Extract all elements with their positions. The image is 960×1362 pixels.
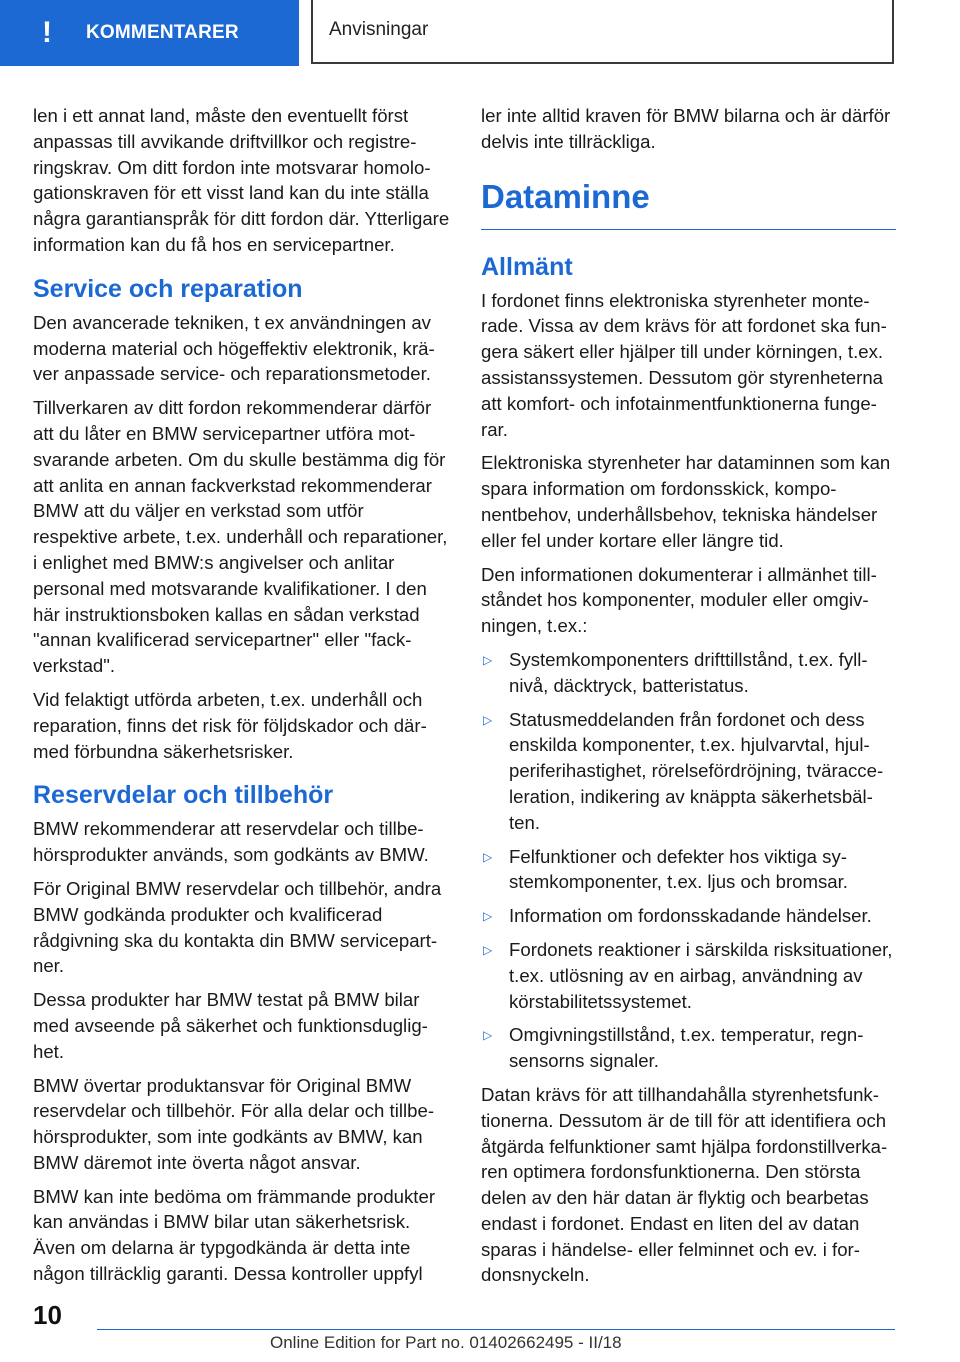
- list-item-text: Information om fordonsskadande händelser.: [509, 905, 872, 927]
- list-item-text: Omgivningstillstånd, t.ex. temperatur, regnsensorns signaler.: [509, 1024, 864, 1072]
- triangle-bullet-icon: ▷: [483, 849, 493, 864]
- list-item: [481, 1022, 896, 1074]
- paragraph: Den informationen dokumenterar i allmänhet tillståndet hos komponenter, moduler eller omgivningen, t.ex.:: [481, 563, 877, 637]
- paragraph: Elektroniska styrenheter har dataminnen som kan spara information om fordonsskick, komponentbehov, underhållsbehov, tekniska händelser eller fel under kortare eller längre tid.: [481, 452, 891, 551]
- bullet-list: [481, 647, 896, 1074]
- paragraph: BMW kan inte bedöma om främmande produkter kan användas i BMW bilar utan säkerhetsrisk. Även om delarna är typgodkända är detta inte någon tillräcklig garanti. Dessa kontroller uppfyl: [33, 1185, 436, 1285]
- section-tab: [0, 0, 299, 66]
- page-number: 10: [33, 1300, 62, 1330]
- list-item: [481, 707, 896, 836]
- section-label: KOMMENTARER: [86, 22, 239, 43]
- footer-divider: [97, 1329, 895, 1330]
- paragraph: BMW övertar produktansvar för Original BMW reservdelar och tillbehör. För alla delar och tillbehörsprodukter, som inte godkänts av BMW, kan BMW däremot inte överta något ansvar.: [33, 1074, 435, 1173]
- list-item-text: Statusmeddelanden från fordonet och dess enskilda komponenter, t.ex. hjulvarvtal, hjulperiferihastighet, rörelsefördröjning, tväracceleration, indikering av knäppta säkerhetsbälten.: [509, 708, 884, 833]
- paragraph: För Original BMW reservdelar och tillbehör, andra BMW godkända produkter och kvalificerad rådgivning ska du kontakta din BMW servicepartner.: [33, 877, 442, 977]
- triangle-bullet-icon: ▷: [483, 652, 493, 667]
- heading-dataminne: Dataminne: [481, 177, 896, 230]
- right-column: [481, 103, 896, 1296]
- list-item: [481, 937, 896, 1014]
- paragraph: Den avancerade tekniken, t ex användningen av moderna material och högeffektiv elektronik, kräver anpassade service- och reparationsmetoder.: [33, 311, 435, 385]
- paragraph: Dessa produkter har BMW testat på BMW bilar med avseende på säkerhet och funktionsduglighet.: [33, 989, 428, 1062]
- paragraph: Tillverkaren av ditt fordon rekommenderar därför att du låter en BMW servicepartner utföra motsvarande arbeten. Om du skulle bestämma dig för att anlita en annan fackverkstad rekommenderar BMW att du väljer en verkstad som utför respektive arbete, t.ex. underhåll och reparationer, i enlighet med BMW:s angivelser och anlitar personal med motsvarande kvalifikationer. I den här instruktionsboken kallas en sådan verkstad "annan kvalificerad servicepartner" eller "fackverkstad".: [33, 397, 448, 677]
- exclamation-icon: !: [42, 16, 52, 49]
- list-item: [481, 844, 896, 896]
- paragraph: I fordonet finns elektroniska styrenheter monterade. Vissa av dem krävs för att fordonet ska fungera säkert eller hjälper till under körningen, t.ex. assistanssystemen. Dessutom gör styrenheterna att komfort- och infotainmentfunktionerna fungerar.: [481, 289, 887, 440]
- paragraph: BMW rekommenderar att reservdelar och tillbehörsprodukter används, som godkänts av BMW.: [33, 818, 429, 866]
- triangle-bullet-icon: ▷: [483, 942, 493, 957]
- paragraph: len i ett annat land, måste den eventuellt först anpassas till avvikande driftvillkor och registreringskrav. Om ditt fordon inte motsvarar homologationskraven för ett visst land kan du inte ställa några garantianspråk för ditt fordon där. Ytterligare information kan du få hos en servicepartner.: [33, 105, 450, 255]
- paragraph: Datan krävs för att tillhandahålla styrenhetsfunktionerna. Dessutom är de till för att identifiera och åtgärda felfunktioner samt hjälpa fordonstillverkaren optimera fordonsfunktionerna. Den största delen av den här datan är flyktig och bearbetas endast i fordonet. Endast en liten del av datan sparas i händelse- eller felminnet och ev. i fordonsnyckeln.: [481, 1083, 888, 1286]
- subsection-label: Anvisningar: [329, 19, 429, 40]
- page-header: [0, 0, 960, 68]
- paragraph: Vid felaktigt utförda arbeten, t.ex. underhåll och reparation, finns det risk för följdskador och därmed förbundna säkerhetsrisker.: [33, 688, 427, 762]
- heading-reservdelar: Reservdelar och tillbehör: [33, 781, 334, 810]
- left-column: [33, 103, 451, 1295]
- paragraph: ler inte alltid kraven för BMW bilarna och är därför delvis inte tillräckliga.: [481, 105, 891, 152]
- list-item-text: Felfunktioner och defekter hos viktiga systemkomponenter, t.ex. ljus och bromsar.: [509, 845, 848, 893]
- list-item-text: Fordonets reaktioner i särskilda risksituationer, t.ex. utlösning av en airbag, användning av körstabilitetssystemet.: [509, 938, 893, 1012]
- triangle-bullet-icon: ▷: [483, 909, 493, 924]
- list-item: [481, 647, 896, 699]
- heading-allmant: Allmänt: [481, 252, 573, 281]
- triangle-bullet-icon: ▷: [483, 1028, 493, 1043]
- heading-service: Service och reparation: [33, 274, 303, 303]
- subsection-box: [311, 0, 894, 64]
- triangle-bullet-icon: ▷: [483, 712, 493, 727]
- list-item: [481, 903, 896, 929]
- list-item-text: Systemkomponenters drifttillstånd, t.ex. fyllnivå, däcktryck, batteristatus.: [509, 648, 868, 696]
- footer-edition: Online Edition for Part no. 01402662495 - II/18: [270, 1333, 622, 1352]
